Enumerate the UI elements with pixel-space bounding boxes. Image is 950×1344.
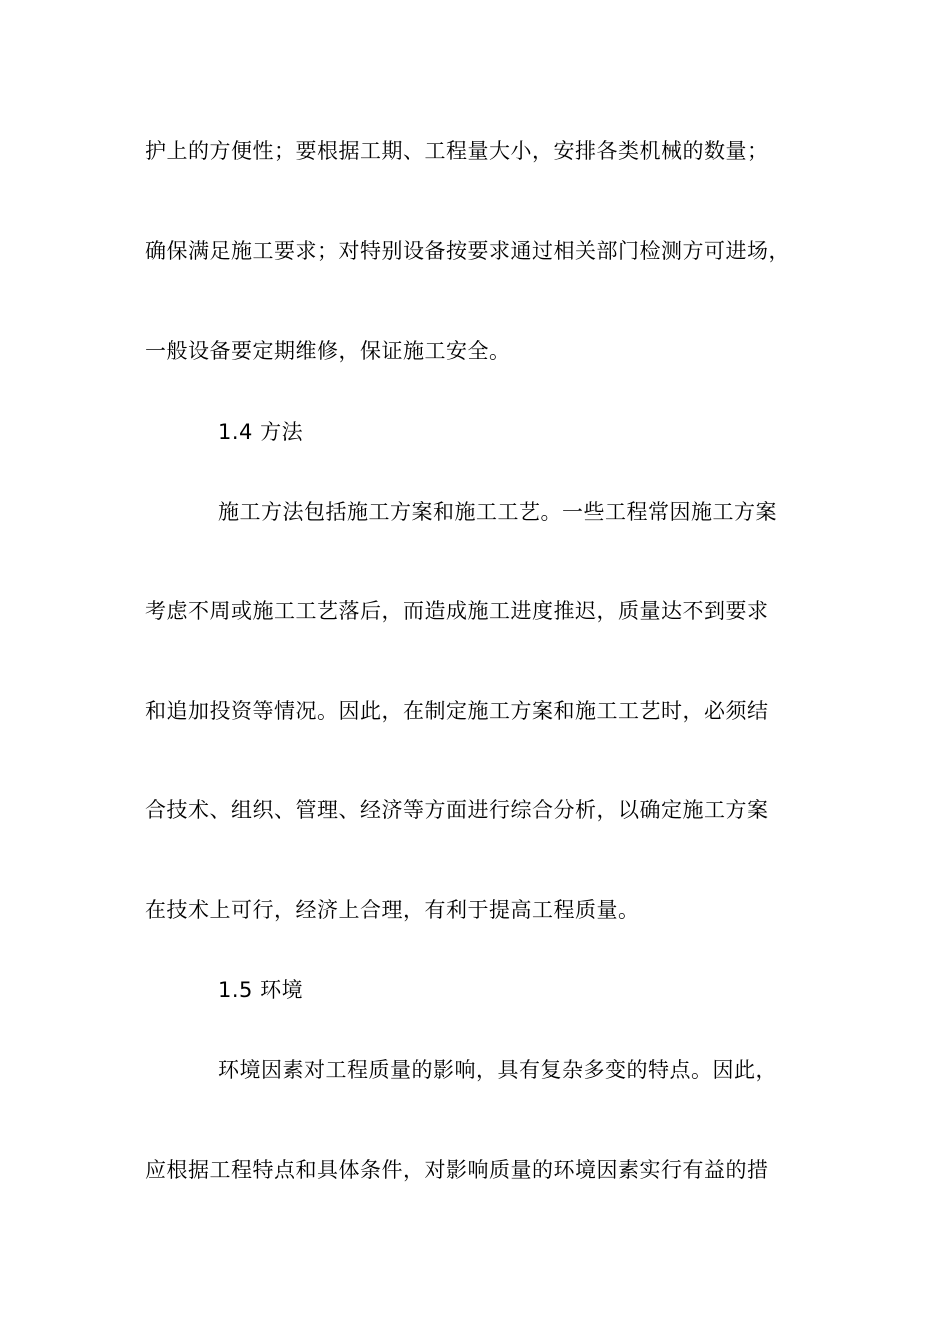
paragraph-line: 一般设备要定期维修，保证施工安全。: [145, 339, 511, 363]
paragraph-line: 和追加投资等情况。因此，在制定施工方案和施工工艺时，必须结: [145, 699, 769, 723]
paragraph-line: 在技术上可行，经济上合理，有利于提高工程质量。: [145, 898, 640, 922]
paragraph-line: 环境因素对工程质量的影响，具有复杂多变的特点。因此，: [218, 1058, 777, 1082]
section-heading-1-5: 1.5 环境: [218, 978, 304, 1002]
section-heading-1-4: 1.4 方法: [218, 420, 304, 444]
paragraph-line: 应根据工程特点和具体条件，对影响质量的环境因素实行有益的措: [145, 1158, 769, 1182]
paragraph-line: 护上的方便性；要根据工期、工程量大小，安排各类机械的数量；: [145, 139, 769, 163]
paragraph-line: 考虑不周或施工工艺落后，而造成施工进度推迟，质量达不到要求: [145, 599, 769, 623]
paragraph-line: 合技术、组织、管理、经济等方面进行综合分析，以确定施工方案: [145, 798, 769, 822]
paragraph-line: 施工方法包括施工方案和施工工艺。一些工程常因施工方案: [218, 500, 777, 524]
paragraph-line: 确保满足施工要求；对特别设备按要求通过相关部门检测方可进场，: [145, 239, 790, 263]
